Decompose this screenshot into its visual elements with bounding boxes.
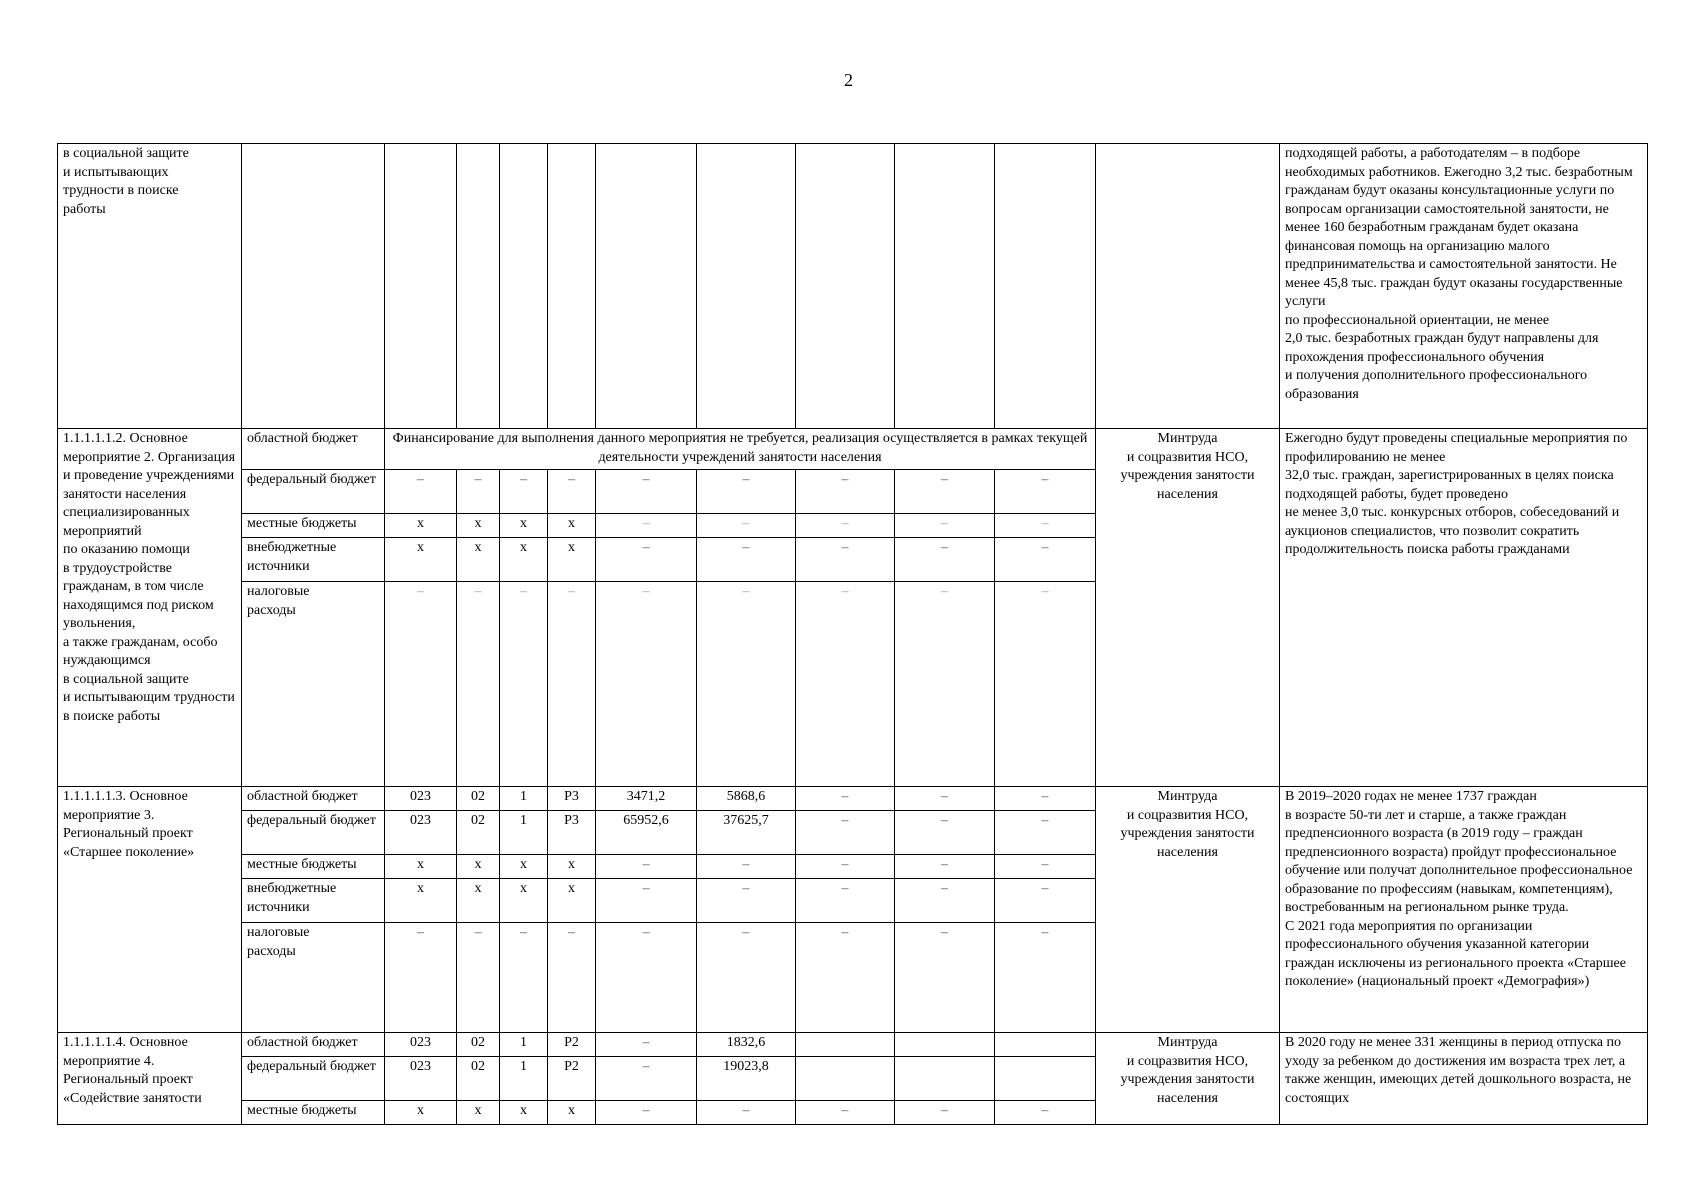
responsible-executor: Минтруда и соцразвития НСО, учреждения занятости населения <box>1096 429 1280 787</box>
section-code: х <box>457 855 500 879</box>
program-code: – <box>500 470 548 514</box>
funding-source: внебюджетные источники <box>242 879 385 923</box>
funding-source: федеральный бюджет <box>242 470 385 514</box>
project-code: Р2 <box>548 1057 596 1101</box>
grbs-code: – <box>385 470 457 514</box>
program-code: х <box>500 514 548 538</box>
grbs-code: 023 <box>385 811 457 855</box>
activity-name: 1.1.1.1.1.2. Основное мероприятие 2. Организация и проведение учреждениями занятости населения специализированных мероприятий по оказанию помощи в трудоустройстве гражданам, в том числе находящимся под риском увольнения, а также гражданам, особо нуждающимся в социальной защите и испытывающим трудности в поиске работы <box>58 429 242 787</box>
year-value: – <box>895 923 995 1033</box>
expected-result: Ежегодно будут проведены специальные мероприятия по профилированию не менее 32,0 тыс. граждан, зарегистрированных в целях поиска подходящей работы, будет проведено не менее 3,0 тыс. конкурсных отборов, собеседований и аукционов специалистов, что позволит сократить продолжительность поиска работы гражданами <box>1280 429 1648 787</box>
program-code: – <box>500 923 548 1033</box>
year-value: – <box>796 514 895 538</box>
year-value <box>895 1057 995 1101</box>
funding-source: местные бюджеты <box>242 1101 385 1125</box>
year-value: – <box>596 923 697 1033</box>
year-value: – <box>796 582 895 787</box>
year-value: – <box>596 582 697 787</box>
year-value: – <box>995 923 1096 1033</box>
project-code: х <box>548 1101 596 1125</box>
funding-note: Финансирование для выполнения данного мероприятия не требуется, реализация осуществляется в рамках текущей деятельности учреждений занятости населения <box>385 429 1096 470</box>
year-value: – <box>895 787 995 811</box>
expected-result: В 2020 году не менее 331 женщины в период отпуска по уходу за ребенком до достижения им возраста трех лет, а также женщин, имеющих детей дошкольного возраста, не состоящих <box>1280 1033 1648 1125</box>
empty-cell <box>895 144 995 429</box>
responsible-executor: Минтруда и соцразвития НСО, учреждения занятости населения <box>1096 1033 1280 1125</box>
year-value: 19023,8 <box>697 1057 796 1101</box>
expected-result: В 2019–2020 годах не менее 1737 граждан в возрасте 50-ти лет и старше, а также граждан предпенсионного возраста (в 2019 году – граждан предпенсионного возраста) пройдут профессиональное обучение или получат дополнительное профессиональное образование по профессиям (навыкам, компетенциям), востребованным на региональном рынке труда. С 2021 года мероприятия по организации профессионального обучения указанной категории граждан исключены из регионального проекта «Старшее поколение» (национальный проект «Демография») <box>1280 787 1648 1033</box>
grbs-code: х <box>385 855 457 879</box>
funding-source: областной бюджет <box>242 787 385 811</box>
year-value: – <box>596 879 697 923</box>
section-code: 02 <box>457 787 500 811</box>
table-row <box>58 1033 1648 1057</box>
year-value: – <box>796 811 895 855</box>
year-value: – <box>697 923 796 1033</box>
program-code: – <box>500 582 548 787</box>
year-value: – <box>697 470 796 514</box>
program-code: 1 <box>500 1033 548 1057</box>
program-code: 1 <box>500 811 548 855</box>
empty-cell <box>796 144 895 429</box>
section-code: х <box>457 879 500 923</box>
year-value <box>895 1033 995 1057</box>
year-value: – <box>697 514 796 538</box>
project-code: – <box>548 923 596 1033</box>
year-value: – <box>596 514 697 538</box>
grbs-code: – <box>385 582 457 787</box>
year-value <box>995 1057 1096 1101</box>
project-code: х <box>548 879 596 923</box>
activity-name: 1.1.1.1.1.4. Основное мероприятие 4. Региональный проект «Содействие занятости <box>58 1033 242 1125</box>
section-code: – <box>457 923 500 1033</box>
section-code: х <box>457 514 500 538</box>
year-value: – <box>697 538 796 582</box>
empty-cell <box>995 144 1096 429</box>
year-value: 1832,6 <box>697 1033 796 1057</box>
empty-cell <box>596 144 697 429</box>
year-value: – <box>796 923 895 1033</box>
year-value: – <box>995 1101 1096 1125</box>
year-value: – <box>697 855 796 879</box>
year-value: – <box>895 1101 995 1125</box>
program-code: х <box>500 1101 548 1125</box>
grbs-code: 023 <box>385 787 457 811</box>
project-code: х <box>548 538 596 582</box>
funding-source: налоговые расходы <box>242 582 385 787</box>
year-value: – <box>895 855 995 879</box>
activity-name: в социальной защите и испытывающих трудности в поиске работы <box>58 144 242 429</box>
year-value: – <box>697 879 796 923</box>
year-value <box>995 1033 1096 1057</box>
grbs-code: х <box>385 1101 457 1125</box>
year-value: – <box>596 855 697 879</box>
year-value: – <box>895 811 995 855</box>
table-row <box>58 429 1648 470</box>
year-value: – <box>995 879 1096 923</box>
empty-cell <box>500 144 548 429</box>
year-value: – <box>995 787 1096 811</box>
year-value <box>796 1033 895 1057</box>
empty-cell <box>697 144 796 429</box>
funding-source: внебюджетные источники <box>242 538 385 582</box>
program-code: х <box>500 538 548 582</box>
grbs-code: 023 <box>385 1057 457 1101</box>
project-code: х <box>548 855 596 879</box>
year-value: – <box>596 1057 697 1101</box>
section-code: 02 <box>457 1033 500 1057</box>
grbs-code: – <box>385 923 457 1033</box>
year-value: – <box>697 1101 796 1125</box>
year-value: – <box>796 787 895 811</box>
year-value: 3471,2 <box>596 787 697 811</box>
section-code: – <box>457 582 500 787</box>
year-value: – <box>796 879 895 923</box>
project-code: Р2 <box>548 1033 596 1057</box>
responsible-executor: Минтруда и соцразвития НСО, учреждения занятости населения <box>1096 787 1280 1033</box>
grbs-code: х <box>385 538 457 582</box>
section-code: – <box>457 470 500 514</box>
year-value: – <box>596 538 697 582</box>
year-value: – <box>796 538 895 582</box>
section-code: х <box>457 1101 500 1125</box>
table-row <box>58 787 1648 811</box>
year-value: – <box>697 582 796 787</box>
year-value: – <box>995 582 1096 787</box>
empty-cell <box>457 144 500 429</box>
year-value: – <box>995 470 1096 514</box>
year-value: – <box>995 538 1096 582</box>
funding-source: местные бюджеты <box>242 855 385 879</box>
project-code: – <box>548 470 596 514</box>
grbs-code: 023 <box>385 1033 457 1057</box>
program-code: х <box>500 855 548 879</box>
year-value: – <box>596 470 697 514</box>
year-value: 5868,6 <box>697 787 796 811</box>
empty-cell <box>385 144 457 429</box>
empty-cell <box>1096 144 1280 429</box>
table-row <box>58 144 1648 429</box>
program-code: 1 <box>500 1057 548 1101</box>
year-value: 65952,6 <box>596 811 697 855</box>
year-value: – <box>895 514 995 538</box>
empty-cell <box>242 144 385 429</box>
year-value: – <box>995 855 1096 879</box>
activity-name: 1.1.1.1.1.3. Основное мероприятие 3. Региональный проект «Старшее поколение» <box>58 787 242 1033</box>
year-value: – <box>596 1101 697 1125</box>
project-code: – <box>548 582 596 787</box>
project-code: Р3 <box>548 811 596 855</box>
section-code: х <box>457 538 500 582</box>
project-code: х <box>548 514 596 538</box>
expected-result: подходящей работы, а работодателям – в подборе необходимых работников. Ежегодно 3,2 тыс. безработным гражданам будут оказаны консультационные услуги по вопросам организации самостоятельной занятости, не менее 160 безработным гражданам будет оказана финансовая помощь на организацию малого предпринимательства и самостоятельной занятости. Не менее 45,8 тыс. граждан будут оказаны государственные услуги по профессиональной ориентации, не менее 2,0 тыс. безработных граждан будут направлены для прохождения профессионального обучения и получения дополнительного профессионального образования <box>1280 144 1648 429</box>
year-value: – <box>895 879 995 923</box>
funding-source: налоговые расходы <box>242 923 385 1033</box>
year-value: – <box>596 1033 697 1057</box>
funding-source: местные бюджеты <box>242 514 385 538</box>
grbs-code: х <box>385 514 457 538</box>
year-value: 37625,7 <box>697 811 796 855</box>
empty-cell <box>548 144 596 429</box>
section-code: 02 <box>457 1057 500 1101</box>
funding-source: федеральный бюджет <box>242 1057 385 1101</box>
year-value: – <box>895 582 995 787</box>
funding-source: областной бюджет <box>242 1033 385 1057</box>
year-value: – <box>796 1101 895 1125</box>
project-code: Р3 <box>548 787 596 811</box>
program-code: 1 <box>500 787 548 811</box>
year-value: – <box>995 514 1096 538</box>
funding-source: областной бюджет <box>242 429 385 470</box>
program-code: х <box>500 879 548 923</box>
year-value: – <box>895 470 995 514</box>
year-value: – <box>995 811 1096 855</box>
section-code: 02 <box>457 811 500 855</box>
program-activities-table <box>57 143 1648 1125</box>
year-value: – <box>796 470 895 514</box>
year-value: – <box>895 538 995 582</box>
page-number: 2 <box>844 70 853 90</box>
funding-source: федеральный бюджет <box>242 811 385 855</box>
grbs-code: х <box>385 879 457 923</box>
year-value <box>796 1057 895 1101</box>
year-value: – <box>796 855 895 879</box>
